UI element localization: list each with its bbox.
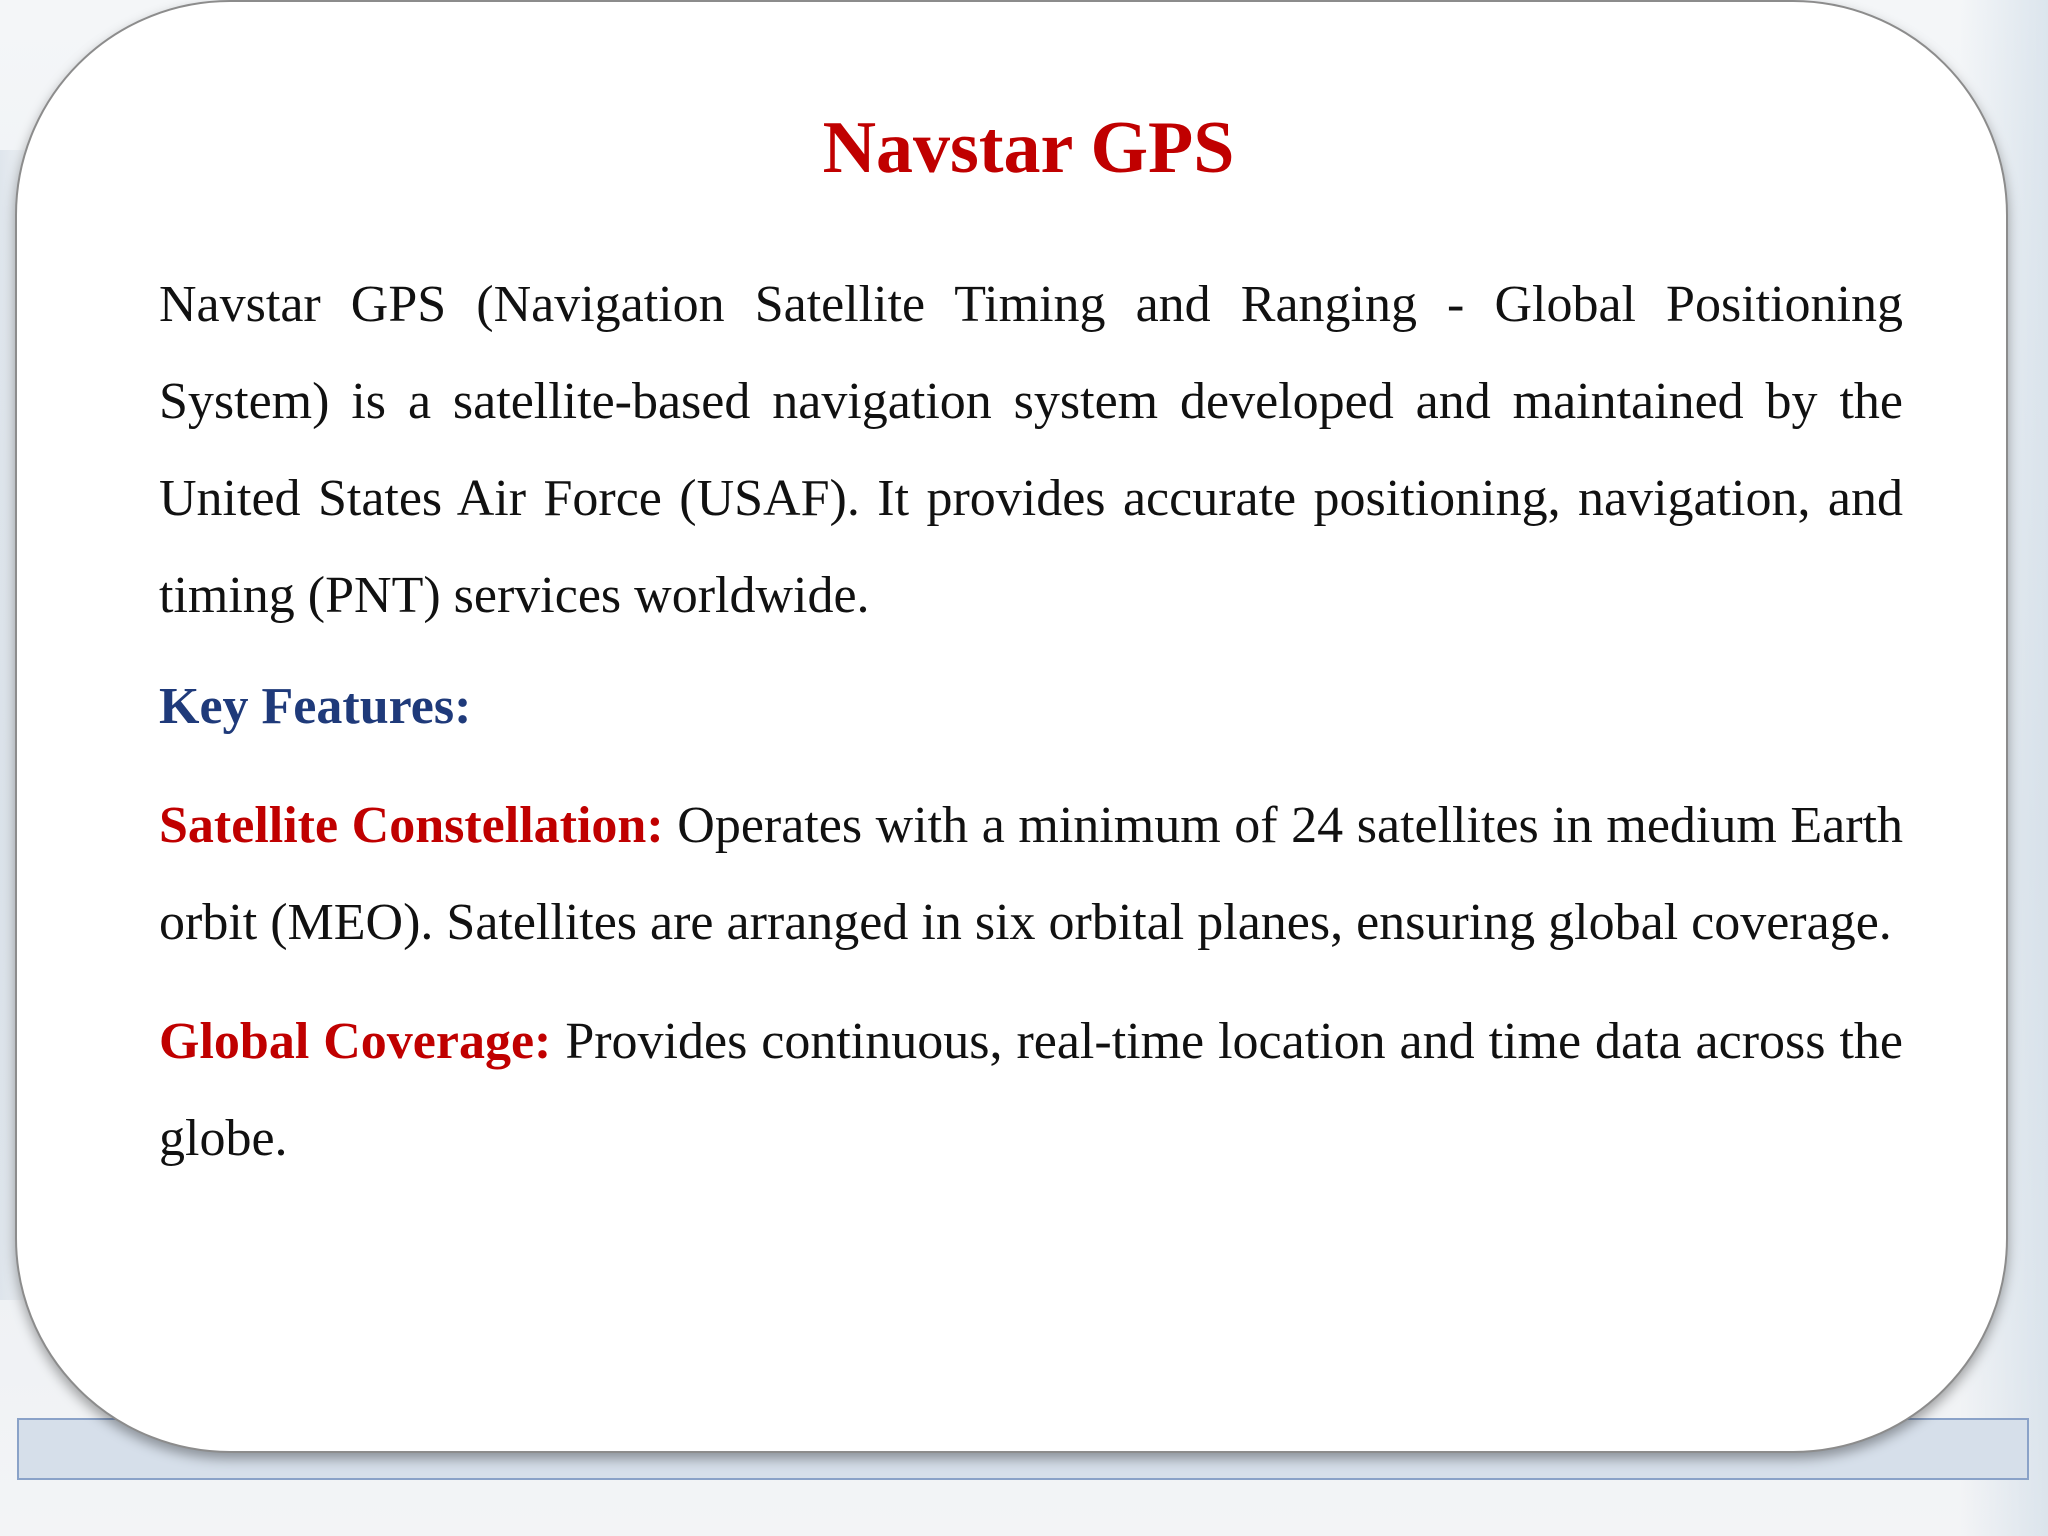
features-heading: Key Features: [159, 678, 472, 735]
feature-term: Satellite Constellation: [159, 797, 664, 854]
intro-paragraph: Navstar GPS (Navigation Satellite Timing and Ranging - Global Positioning System) is a satellite-based navigation system developed and maintained by the United States Air Force (USAF). It provides accurate positioning, navigation, and timing (PNT) services worldwide. [159, 276, 1903, 624]
feature-term: Global Coverage: [159, 1013, 552, 1070]
slide-card [15, 0, 2008, 1453]
feature-description: Operates with a minimum of 24 satellites in medium Earth orbit (MEO). Satellites are arranged in six orbital planes, ensuring global coverage. [159, 797, 1904, 951]
feature-item [159, 777, 1903, 971]
feature-item [159, 993, 1903, 1187]
feature-description: Provides continuous, real-time location and time data across the globe. [159, 1013, 1903, 1167]
slide-content [159, 256, 1903, 1209]
slide-title: Navstar GPS [822, 107, 1235, 189]
